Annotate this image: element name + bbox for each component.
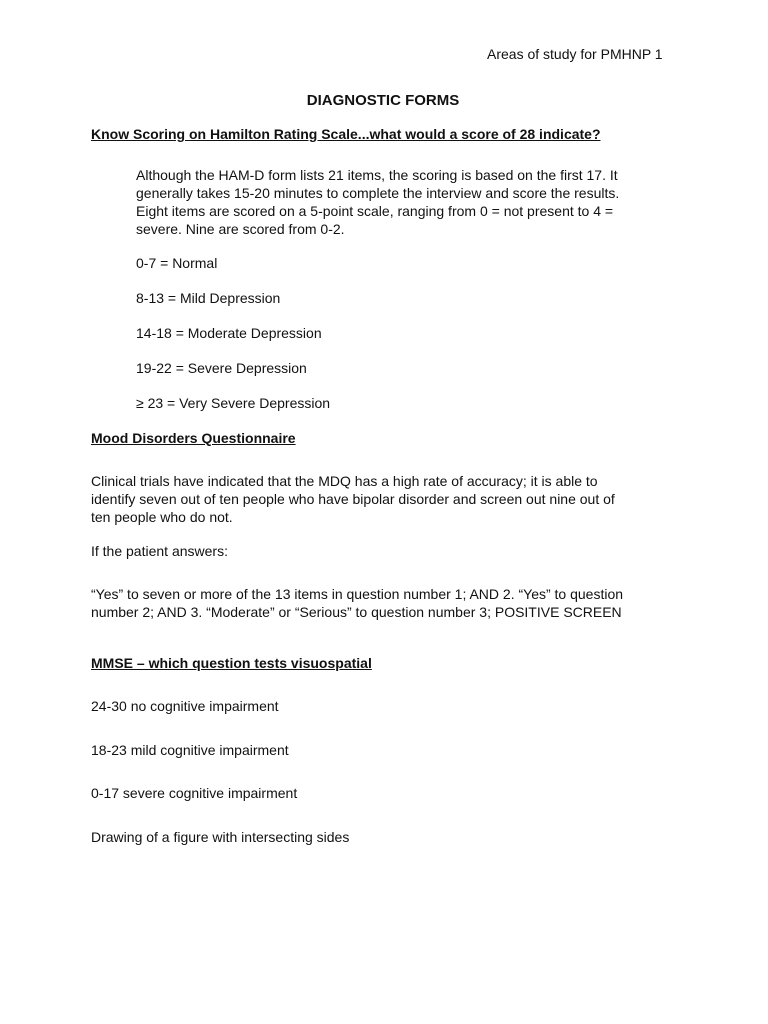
hamilton-score-severe: 19-22 = Severe Depression bbox=[136, 360, 307, 376]
hamilton-text-line: Eight items are scored on a 5-point scale, ranging from 0 = not present to 4 = bbox=[136, 203, 614, 219]
mdq-heading: Mood Disorders Questionnaire bbox=[91, 430, 296, 446]
mmse-score-severe: 0-17 severe cognitive impairment bbox=[91, 785, 298, 801]
page-header: Areas of study for PMHNP 1 bbox=[487, 46, 663, 62]
hamilton-score-normal: 0-7 = Normal bbox=[136, 255, 218, 271]
hamilton-text-line: Although the HAM-D form lists 21 items, the scoring is based on the first 17. It bbox=[136, 167, 618, 183]
mmse-visuospatial-answer: Drawing of a figure with intersecting sides bbox=[91, 829, 350, 845]
document-title-text: DIAGNOSTIC FORMS bbox=[306, 92, 460, 109]
hamilton-score-moderate: 14-18 = Moderate Depression bbox=[136, 325, 322, 341]
mdq-if-patient: If the patient answers: bbox=[91, 543, 228, 559]
mmse-heading: MMSE – which question tests visuospatial bbox=[91, 655, 372, 671]
mdq-criteria-line: number 2; AND 3. “Moderate” or “Serious” to question number 3; POSITIVE SCREEN bbox=[91, 604, 622, 620]
mdq-criteria-line: “Yes” to seven or more of the 13 items in question number 1; AND 2. “Yes” to question bbox=[91, 586, 624, 602]
hamilton-text-line: severe. Nine are scored from 0-2. bbox=[136, 221, 345, 237]
hamilton-score-mild: 8-13 = Mild Depression bbox=[136, 290, 281, 306]
document-title bbox=[0, 92, 768, 110]
mmse-score-none: 24-30 no cognitive impairment bbox=[91, 698, 279, 714]
hamilton-text-line: generally takes 15-20 minutes to complete the interview and score the results. bbox=[136, 185, 620, 201]
hamilton-heading: Know Scoring on Hamilton Rating Scale...what would a score of 28 indicate? bbox=[91, 126, 601, 142]
hamilton-score-very-severe: ≥ 23 = Very Severe Depression bbox=[136, 395, 331, 411]
mdq-accuracy-line: Clinical trials have indicated that the MDQ has a high rate of accuracy; it is able to bbox=[91, 473, 598, 489]
mdq-accuracy-line: identify seven out of ten people who have bipolar disorder and screen out nine out of bbox=[91, 491, 615, 507]
mdq-accuracy-line: ten people who do not. bbox=[91, 509, 233, 525]
mmse-score-mild: 18-23 mild cognitive impairment bbox=[91, 742, 289, 758]
